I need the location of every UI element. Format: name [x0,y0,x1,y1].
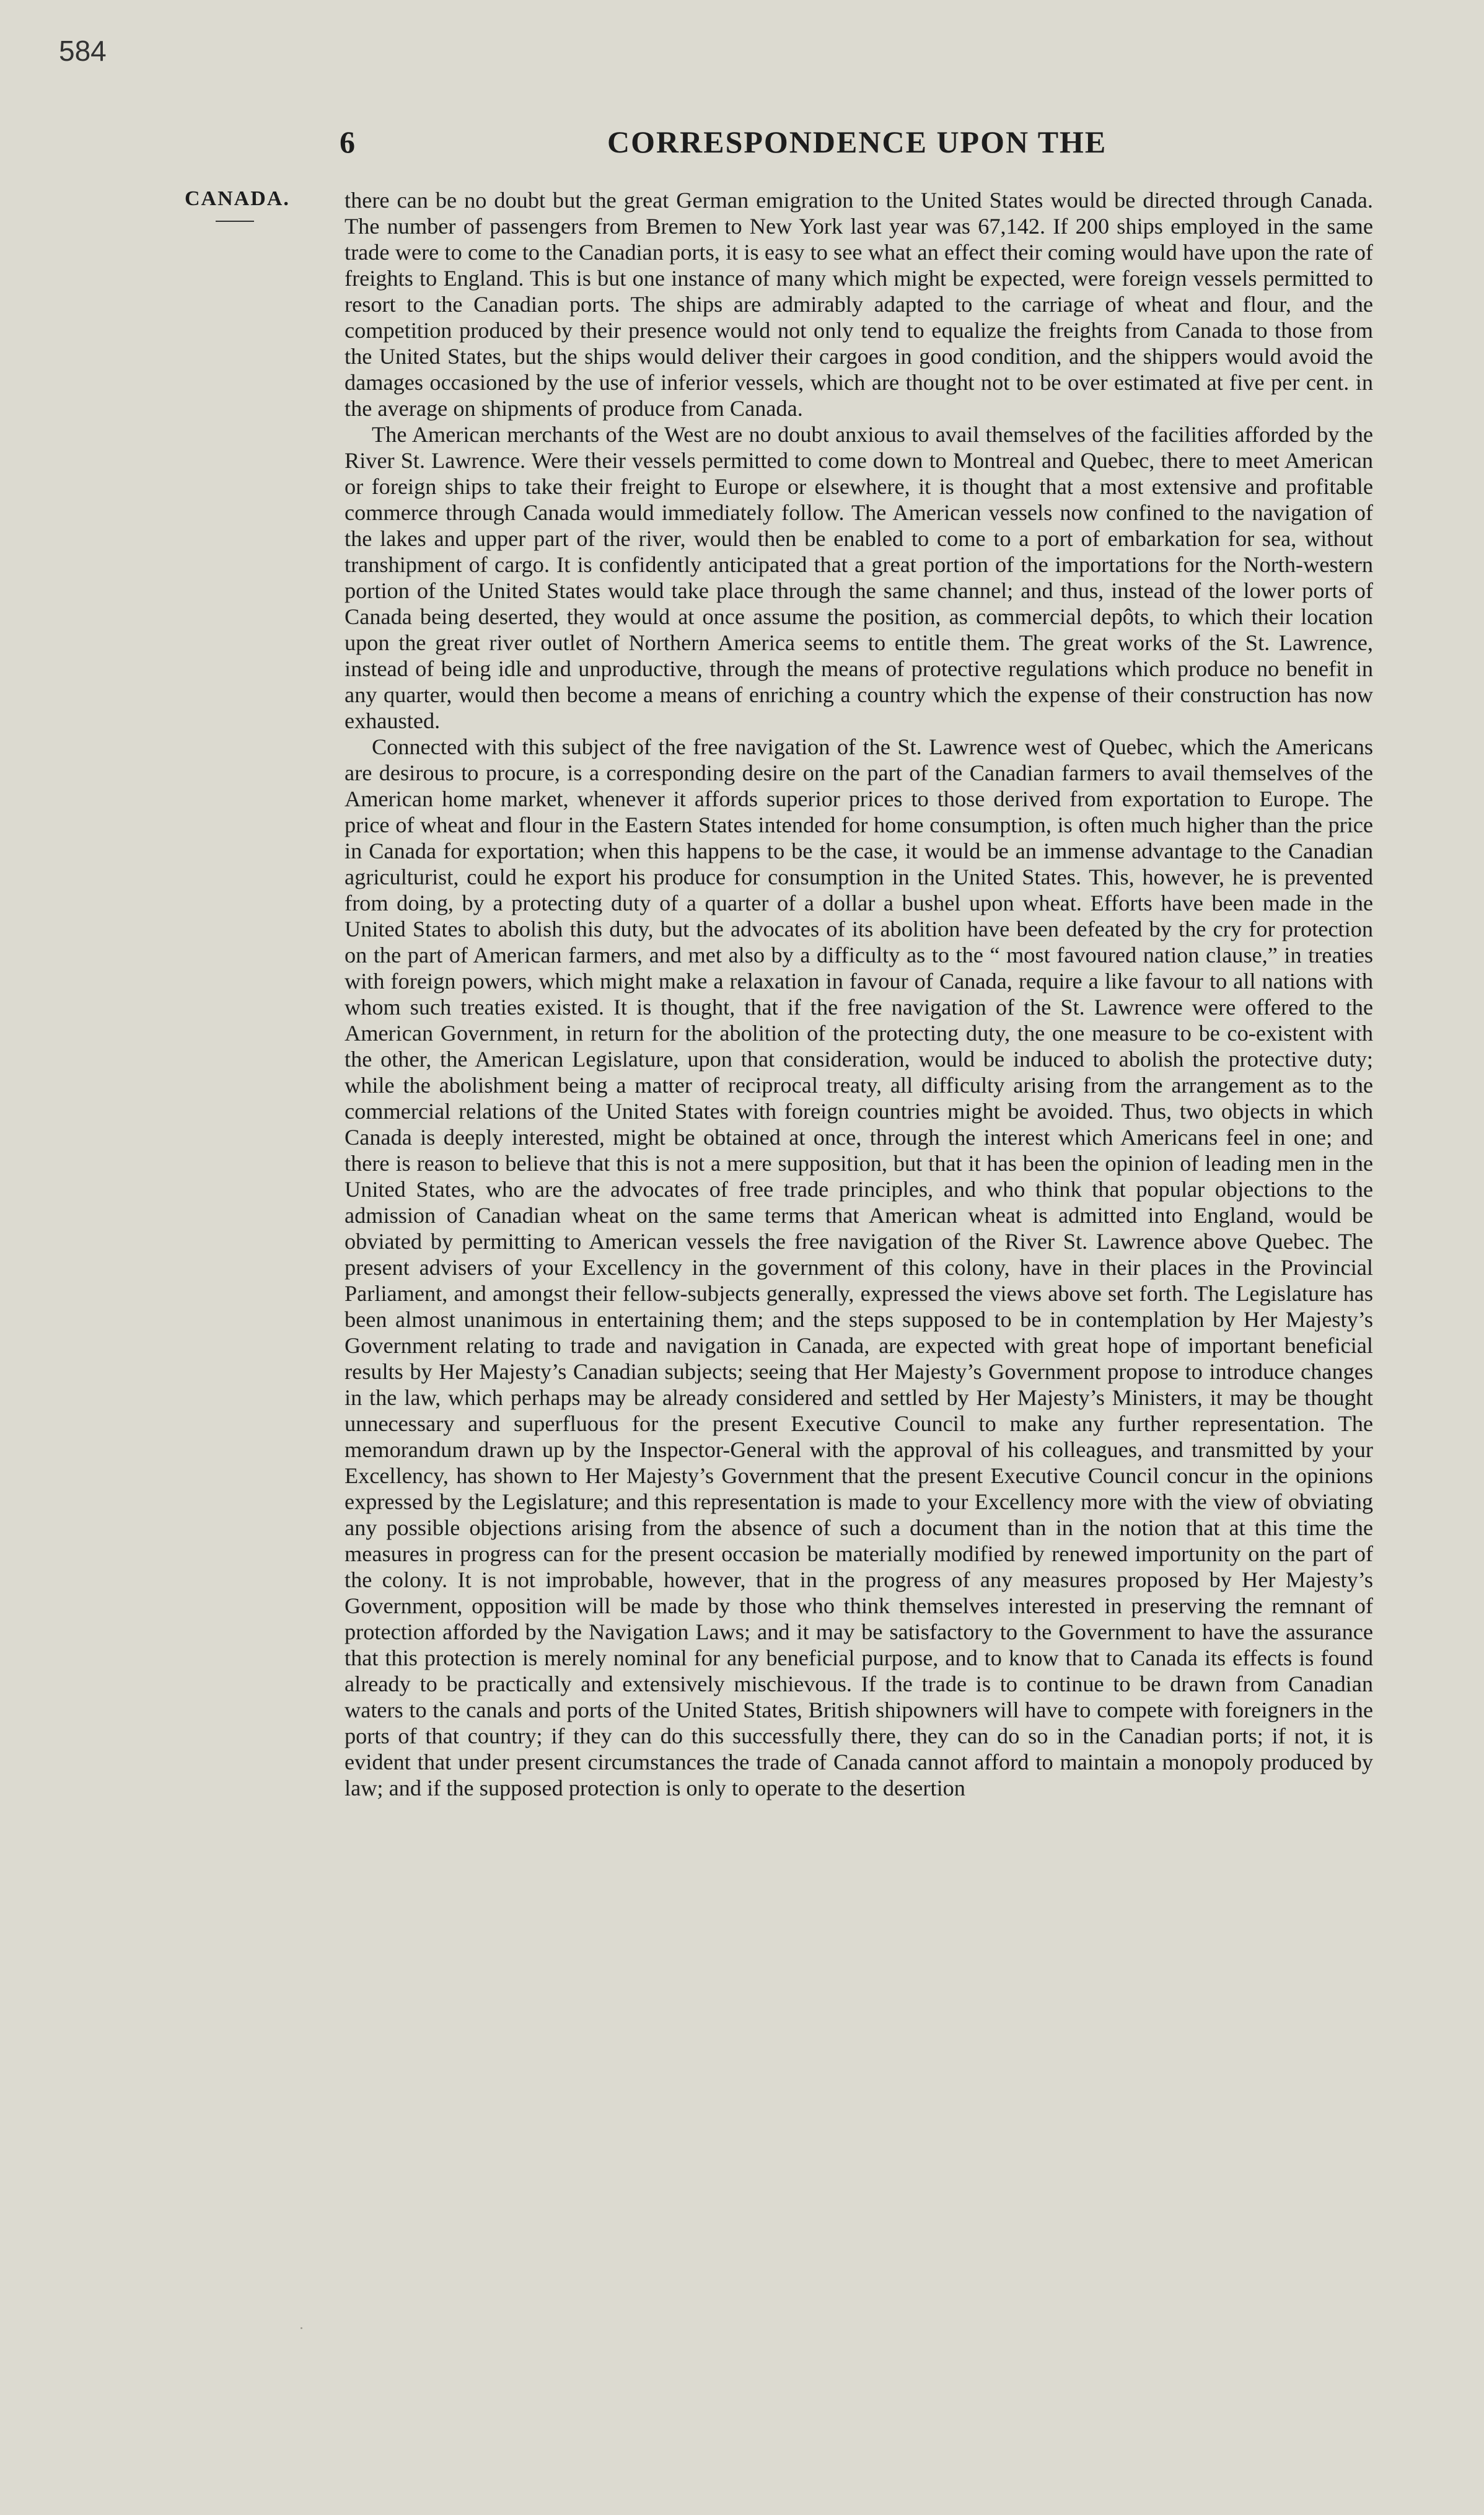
margin-rule [216,221,254,222]
running-head: CORRESPONDENCE UPON THE [607,125,1107,159]
paragraph: The American merchants of the West are no doubt anxious to avail themselves of the facilities afforded by the River St. Lawrence. Were their vessels permitted to come down to Montreal and Quebec, there to meet American or foreign ships to take their freight to Europe or elsewhere, it is thought that a most extensive and profitable commerce through Canada would immediately follow. The American vessels now confined to the navigation of the lakes and upper part of the river, would then be enabled to come to a port of embarkation for sea, without transhipment of cargo. It is confidently anticipated that a great portion of the importations for the North-western portion of the United States would take place through the same channel; and thus, instead of the lower ports of Canada being deserted, they would at once assume the position, as commercial depôts, to which their location upon the great river outlet of Northern America seems to entitle them. The great works of the St. Lawrence, instead of being idle and unproductive, through the means of protective regulations which produce no benefit in any quarter, would then become a means of enriching a country which the expense of their construction has now exhausted. [345,422,1373,733]
page-number: 6 [340,125,355,159]
archive-page-number: 584 [59,35,107,67]
margin-label: CANADA. [185,187,290,210]
body-text [345,187,1373,1801]
gutter-dot [301,2327,302,2329]
paragraph: there can be no doubt but the great German emigration to the United States would be directed through Canada. The number of passengers from Bremen to New York last year was 67,142. If 200 ships employed in the same trade were to come to the Canadian ports, it is easy to see what an effect their coming would have upon the rate of freights to England. This is but one instance of many which might be expected, were foreign vessels permitted to resort to the Canadian ports. The ships are admirably adapted to the carriage of wheat and flour, and the competition produced by their presence would not only tend to equalize the freights from Canada to those from the United States, but the ships would deliver their cargoes in good condition, and the shippers would avoid the damages occasioned by the use of inferior vessels, which are thought not to be over estimated at five per cent. in the average on shipments of produce from Canada. [345,188,1373,421]
paragraph: Connected with this subject of the free navigation of the St. Lawrence west of Quebec, which the Americans are desirous to procure, is a corresponding desire on the part of the Canadian farmers to avail themselves of the American home market, whenever it affords superior prices to those derived from exportation to Europe. The price of wheat and flour in the Eastern States intended for home consumption, is often much higher than the price in Canada for exportation; when this happens to be the case, it would be an immense advantage to the Canadian agriculturist, could he export his produce for consumption in the United States. This, however, he is prevented from doing, by a protecting duty of a quarter of a dollar a bushel upon wheat. Efforts have been made in the United States to abolish this duty, but the advocates of its abolition have been defeated by the cry for protection on the part of American farmers, and met also by a difficulty as to the “ most favoured nation clause,” in treaties with foreign powers, which might make a relaxation in favour of Canada, require a like favour to all nations with whom such treaties existed. It is thought, that if the free navigation of the St. Lawrence were offered to the American Government, in return for the abolition of the protecting duty, the one measure to be co-existent with the other, the American Legislature, upon that consideration, would be induced to abolish the protective duty; while the abolishment being a matter of reciprocal treaty, all difficulty arising from the arrangement as to the commercial relations of the United States with foreign countries might be avoided. Thus, two objects in which Canada is deeply interested, might be obtained at once, through the interest which Americans feel in one; and there is reason to believe that this is not a mere supposition, but that it has been the opinion of leading men in the United States, who are the advocates of free trade principles, and who think that popular objections to the admission of Canadian wheat on the same terms that American wheat is admitted into England, would be obviated by permitting to American vessels the free navigation of the River St. Lawrence above Quebec. The present advisers of your Excellency in the government of this colony, have in their places in the Provincial Parliament, and amongst their fellow-subjects generally, expressed the views above set forth. The Legislature has been almost unanimous in entertaining them; and the steps supposed to be in contemplation by Her Majesty’s Government relating to trade and navigation in Canada, are expected with great hope of important beneficial results by Her Majesty’s Canadian subjects; seeing that Her Majesty’s Government propose to introduce changes in the law, which perhaps may be already considered and settled by Her Majesty’s Ministers, it may be thought unnecessary and superfluous for the present Executive Council to make any further representation. The memorandum drawn up by the Inspector-General with the approval of his colleagues, and transmitted by your Excellency, has shown to Her Majesty’s Government that the present Executive Council concur in the opinions expressed by the Legislature; and this representation is made to your Excellency more with the view of obviating any possible objections arising from the absence of such a document than in the notion that at this time the measures in progress can for the present occasion be materially modified by renewed importunity on the part of the colony. It is not improbable, however, that in the progress of any measures proposed by Her Majesty’s Government, opposition will be made by those who think themselves interested in preserving the remnant of protection afforded by the Navigation Laws; and it may be satisfactory to the Government to have the assurance that this protection is merely nominal for any beneficial purpose, and to know that to Canada its effects is found already to be practically and extensively mischievous. If the trade is to continue to be drawn from Canadian waters to the canals and ports of the United States, British shipowners will have to compete with foreigners in the ports of that country; if they can do this successfully there, they can do so in the Canadian ports; if not, it is evident that under present circumstances the trade of Canada cannot afford to maintain a monopoly produced by law; and if the supposed protection is only to operate to the desertion [345,734,1373,1800]
